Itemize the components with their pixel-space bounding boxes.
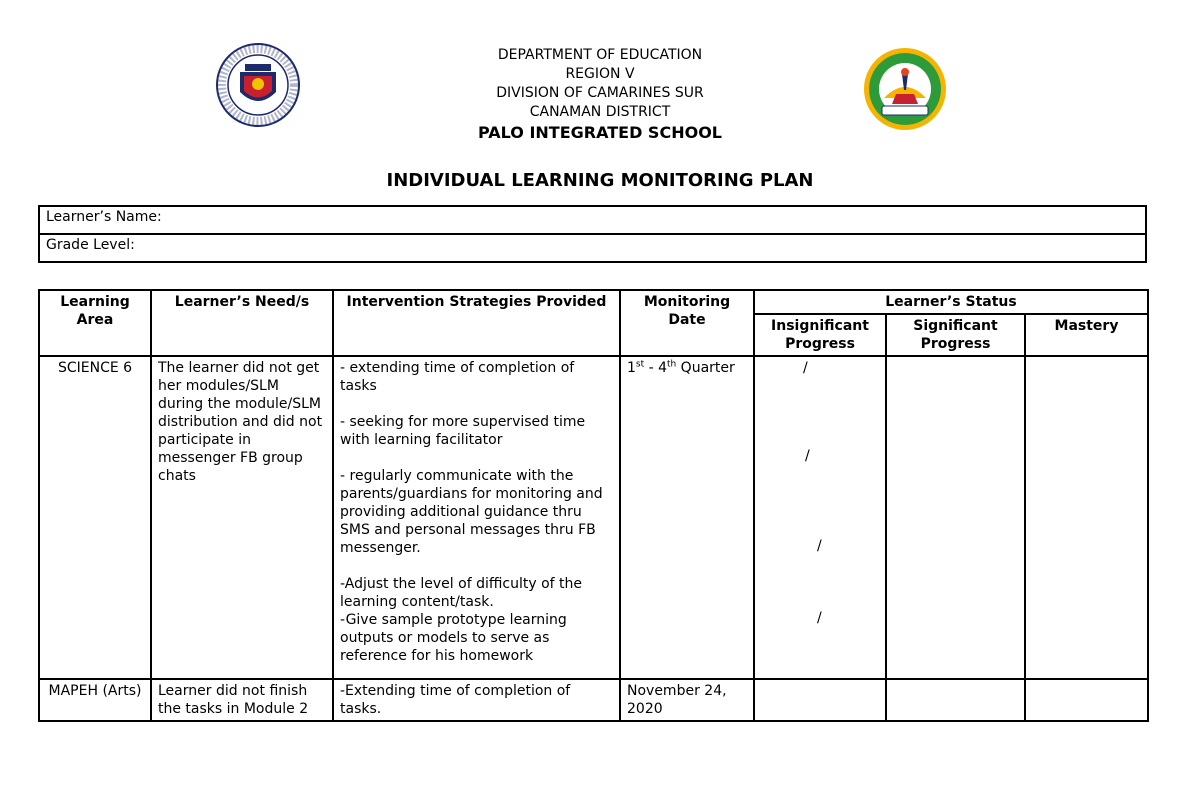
row-significant-progress bbox=[886, 356, 1025, 679]
row-insignificant-progress bbox=[754, 356, 886, 679]
strategy-item: -Extending time of completion of tasks. bbox=[340, 683, 571, 717]
row-significant-progress bbox=[886, 679, 1025, 721]
row-monitoring-date: 1st - 4th Quarter bbox=[620, 356, 754, 679]
row-mastery bbox=[1025, 679, 1148, 721]
row-insignificant-progress bbox=[754, 679, 886, 721]
row-monitoring-date: November 24, 2020 bbox=[620, 679, 754, 721]
header-learner-status: Learner’s Status bbox=[754, 290, 1148, 314]
check-mark: / bbox=[803, 360, 808, 376]
monitoring-plan-table bbox=[38, 289, 1149, 722]
header-line-district: CANAMAN DISTRICT bbox=[529, 104, 671, 120]
row-learning-area: MAPEH (Arts) bbox=[39, 679, 151, 721]
header-intervention-strategies: Intervention Strategies Provided bbox=[333, 290, 620, 356]
header-learning-area: Learning Area bbox=[39, 290, 151, 356]
page-title: INDIVIDUAL LEARNING MONITORING PLAN bbox=[386, 170, 814, 191]
header-line-region: REGION V bbox=[565, 66, 635, 82]
grade-level-field: Grade Level: bbox=[39, 234, 1146, 262]
learner-info-table bbox=[38, 205, 1147, 263]
strategy-item: -Give sample prototype learning outputs or models to serve as reference for his homework bbox=[340, 612, 567, 664]
row-strategies bbox=[333, 356, 620, 679]
strategy-item: - seeking for more supervised time with learning facilitator bbox=[340, 414, 586, 448]
check-mark: / bbox=[805, 448, 810, 464]
table-row bbox=[39, 356, 1148, 679]
header-block bbox=[0, 46, 1200, 144]
check-mark: / bbox=[817, 538, 822, 554]
strategy-item: - regularly communicate with the parents/guardians for monitoring and providing additional guidance thru SMS and personal messages thru FB messenger. bbox=[340, 468, 603, 556]
row-learner-needs: Learner did not finish the tasks in Module 2 bbox=[151, 679, 333, 721]
header-learner-needs: Learner’s Need/s bbox=[151, 290, 333, 356]
row-learning-area: SCIENCE 6 bbox=[39, 356, 151, 679]
header-line-division: DIVISION OF CAMARINES SUR bbox=[496, 85, 704, 101]
school-name: PALO INTEGRATED SCHOOL bbox=[478, 123, 722, 142]
strategy-item: - extending time of completion of tasks bbox=[340, 360, 575, 394]
header-line-department: DEPARTMENT OF EDUCATION bbox=[497, 47, 703, 63]
learner-name-field: Learner’s Name: bbox=[39, 206, 1146, 234]
header-mastery: Mastery bbox=[1025, 314, 1148, 356]
strategy-item: -Adjust the level of difficulty of the learning content/task. bbox=[340, 576, 582, 610]
row-learner-needs: The learner did not get her modules/SLM during the module/SLM distribution and did not participate in messenger FB group chats bbox=[151, 356, 333, 679]
header-significant-progress: Significant Progress bbox=[886, 314, 1025, 356]
row-mastery bbox=[1025, 356, 1148, 679]
header-insignificant-progress: Insignificant Progress bbox=[754, 314, 886, 356]
table-row bbox=[39, 679, 1148, 721]
check-mark: / bbox=[817, 610, 822, 626]
row-strategies bbox=[333, 679, 620, 721]
header-monitoring-date: Monitoring Date bbox=[620, 290, 754, 356]
